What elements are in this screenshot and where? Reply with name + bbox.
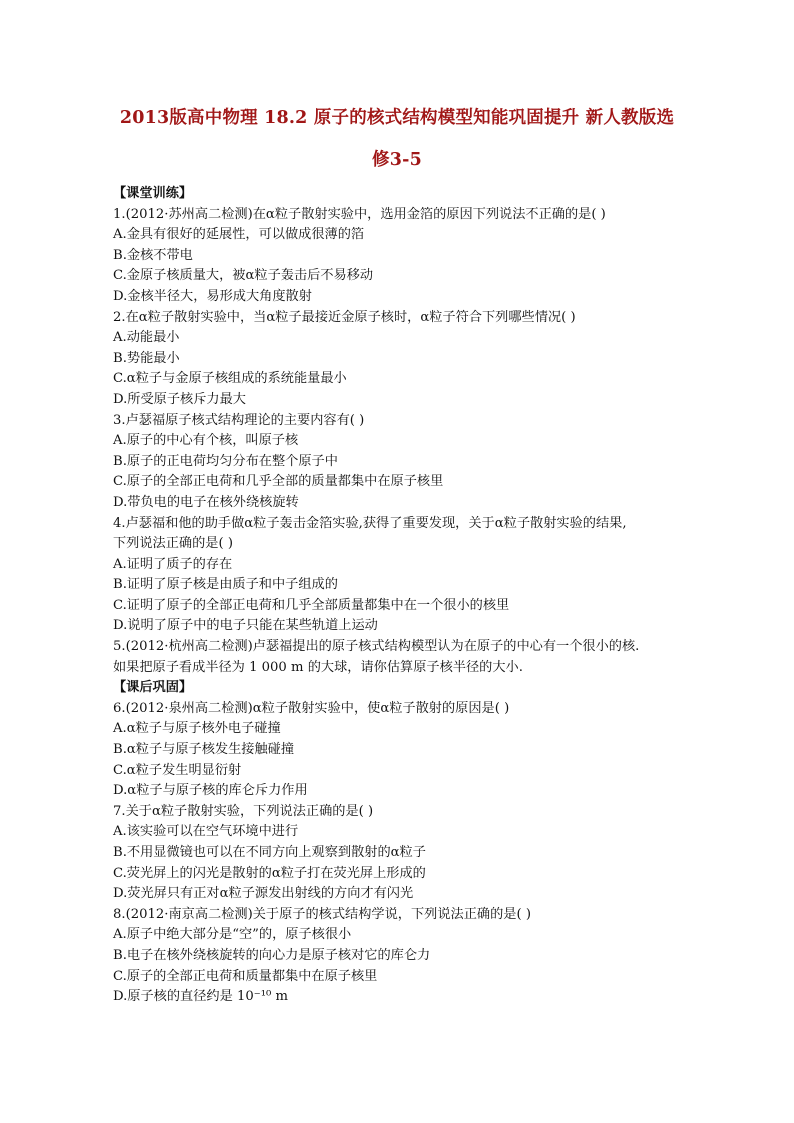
question-list xyxy=(113,184,703,1008)
option-text: A.α粒子与原子核外电子碰撞 xyxy=(113,721,281,737)
question-text: 6.(2012·泉州高二检测)α粒子散射实验中，使α粒子散射的原因是( ) xyxy=(113,700,510,716)
option-text: A.原子的中心有个核，叫原子核 xyxy=(113,433,299,449)
option-text: D.金核半径大，易形成大角度散射 xyxy=(113,288,312,304)
option-text: C.α粒子发生明显衍射 xyxy=(113,762,242,778)
question-text: 下列说法正确的是( ) xyxy=(113,536,233,552)
option-text: D.原子核的直径约是 10⁻¹⁰ m xyxy=(113,989,288,1005)
option-text: B.金核不带电 xyxy=(113,247,193,263)
option-text: C.原子的全部正电荷和几乎全部的质量都集中在原子核里 xyxy=(113,474,444,490)
option-text: C.α粒子与金原子核组成的系统能量最小 xyxy=(113,371,347,387)
option-text: B.α粒子与原子核发生接触碰撞 xyxy=(113,742,295,758)
option-text: D.所受原子核斥力最大 xyxy=(113,391,246,407)
question-text: 如果把原子看成半径为 1 000 m 的大球，请你估算原子核半径的大小. xyxy=(113,659,523,675)
option-text: A.证明了质子的存在 xyxy=(113,556,233,572)
option-text: A.金具有很好的延展性，可以做成很薄的箔 xyxy=(113,227,365,243)
question-text: 1.(2012·苏州高二检测)在α粒子散射实验中，选用金箔的原因下列说法不正确的是( ) xyxy=(113,206,606,222)
question-text: 4.卢瑟福和他的助手做α粒子轰击金箔实验,获得了重要发现，关于α粒子散射实验的结果, xyxy=(113,515,627,531)
question-text: 8.(2012·南京高二检测)关于原子的核式结构学说，下列说法正确的是( ) xyxy=(113,906,531,922)
option-text: A.原子中绝大部分是“空”的，原子核很小 xyxy=(113,927,352,943)
option-text: D.荧光屏只有正对α粒子源发出射线的方向才有闪光 xyxy=(113,886,414,902)
option-text: D.带负电的电子在核外绕核旋转 xyxy=(113,494,299,510)
option-text: C.原子的全部正电荷和质量都集中在原子核里 xyxy=(113,968,378,984)
option-text: D.α粒子与原子核的库仑斥力作用 xyxy=(113,783,308,799)
document-title-line-2: 修3-5 xyxy=(372,150,422,170)
section-heading: 【课后巩固】 xyxy=(113,680,193,696)
question-text: 3.卢瑟福原子核式结构理论的主要内容有( ) xyxy=(113,412,365,428)
option-text: B.电子在核外绕核旋转的向心力是原子核对它的库仑力 xyxy=(113,947,431,963)
option-text: B.势能最小 xyxy=(113,350,180,366)
option-text: A.该实验可以在空气环境中进行 xyxy=(113,824,299,840)
option-text: C.证明了原子的全部正电荷和几乎全部质量都集中在一个很小的核里 xyxy=(113,597,510,613)
option-text: B.原子的正电荷均匀分布在整个原子中 xyxy=(113,453,338,469)
question-text: 7.关于α粒子散射实验，下列说法正确的是( ) xyxy=(113,803,374,819)
question-text: 5.(2012·杭州高二检测)卢瑟福提出的原子核式结构模型认为在原子的中心有一个很小的核. xyxy=(113,639,640,655)
option-text: D.说明了原子中的电子只能在某些轨道上运动 xyxy=(113,618,378,634)
section-heading: 【课堂训练】 xyxy=(113,186,193,201)
question-text: 2.在α粒子散射实验中，当α粒子最接近金原子核时，α粒子符合下列哪些情况( ) xyxy=(113,309,576,325)
option-text: A.动能最小 xyxy=(113,330,180,346)
option-text: B.不用显微镜也可以在不同方向上观察到散射的α粒子 xyxy=(113,845,426,860)
option-text: C.荧光屏上的闪光是散射的α粒子打在荧光屏上形成的 xyxy=(113,865,426,881)
option-text: C.金原子核质量大，被α粒子轰击后不易移动 xyxy=(113,268,374,284)
document-title-line-1: 2013版高中物理 18.2 原子的核式结构模型知能巩固提升 新人教版选 xyxy=(119,108,675,128)
option-text: B.证明了原子核是由质子和中子组成的 xyxy=(113,577,338,593)
